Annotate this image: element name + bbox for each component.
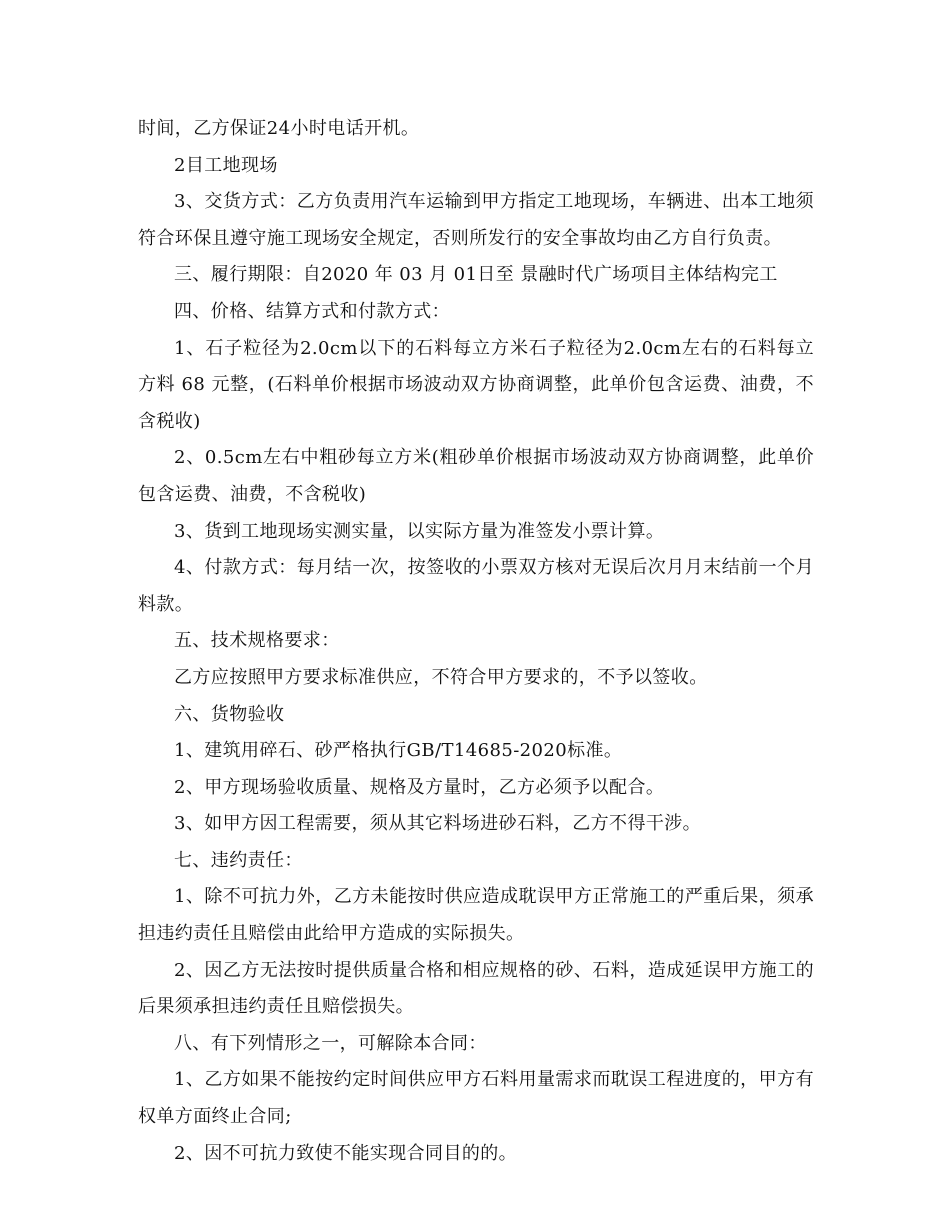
paragraph-termination-force-majeure: 2、因不可抗力致使不能实现合同目的的。 [174, 1142, 518, 1164]
paragraph-termination-supply: 1、乙方如果不能按约定时间供应甲方石料用量需求而耽误工程进度的，甲方有权单方面终止合同; [138, 1069, 814, 1128]
heading-technical-specs: 五、技术规格要求： [174, 630, 340, 652]
paragraph-stone-price: 1、石子粒径为2.0cm以下的石料每立方米石子粒径为2.0cm左右的石料每立方料 68 元整，(石料单价根据市场波动双方协商调整，此单价包含运费、油费，不含税收) [138, 337, 814, 432]
paragraph-phone-availability: 时间，乙方保证24小时电话开机。 [138, 118, 420, 139]
paragraph-acceptance-cooperation: 2、甲方现场验收质量、规格及方量时，乙方必须予以配合。 [174, 776, 665, 798]
heading-goods-acceptance: 六、货物验收 [174, 703, 285, 725]
heading-termination-conditions: 八、有下列情形之一，可解除本合同： [174, 1032, 487, 1054]
heading-price-settlement-payment: 四、价格、结算方式和付款方式： [174, 300, 450, 322]
paragraph-site-location: 2目工地现场 [174, 154, 278, 176]
contract-body [138, 111, 814, 1172]
paragraph-payment-method: 4、付款方式：每月结一次，按签收的小票双方核对无误后次月月末结前一个月料款。 [138, 557, 814, 615]
paragraph-sand-price: 2、0.5cm左右中粗砂每立方米(粗砂单价根据市场波动双方协商调整，此单价包含运费、油费，不含税收) [138, 447, 814, 505]
paragraph-other-suppliers: 3、如甲方因工程需要，须从其它料场进砂石料，乙方不得干涉。 [174, 813, 702, 835]
paragraph-delivery-method: 3、交货方式：乙方负责用汽车运输到甲方指定工地现场，车辆进、出本工地须符合环保且遵守施工现场安全规定，否则所发行的安全事故均由乙方自行负责。 [138, 191, 814, 249]
paragraph-site-measurement: 3、货到工地现场实测实量，以实际方量为准签发小票计算。 [174, 520, 665, 542]
paragraph-acceptance-standard: 1、建筑用碎石、砂严格执行GB/T14685-2020标准。 [174, 740, 623, 762]
heading-performance-period: 三、履行期限：自2020 年 03 月 01日至 景融时代广场项目主体结构完工 [174, 264, 778, 286]
paragraph-liability-quality: 2、因乙方无法按时提供质量合格和相应规格的砂、石料，造成延误甲方施工的后果须承担违约责任且赔偿损失。 [138, 959, 814, 1018]
paragraph-liability-delay: 1、除不可抗力外，乙方未能按时供应造成耽误甲方正常施工的严重后果，须承担违约责任且赔偿由此给甲方造成的实际损失。 [138, 886, 814, 945]
heading-liability-breach: 七、违约责任： [174, 849, 303, 871]
paragraph-supply-standard: 乙方应按照甲方要求标准供应，不符合甲方要求的，不予以签收。 [174, 666, 708, 688]
